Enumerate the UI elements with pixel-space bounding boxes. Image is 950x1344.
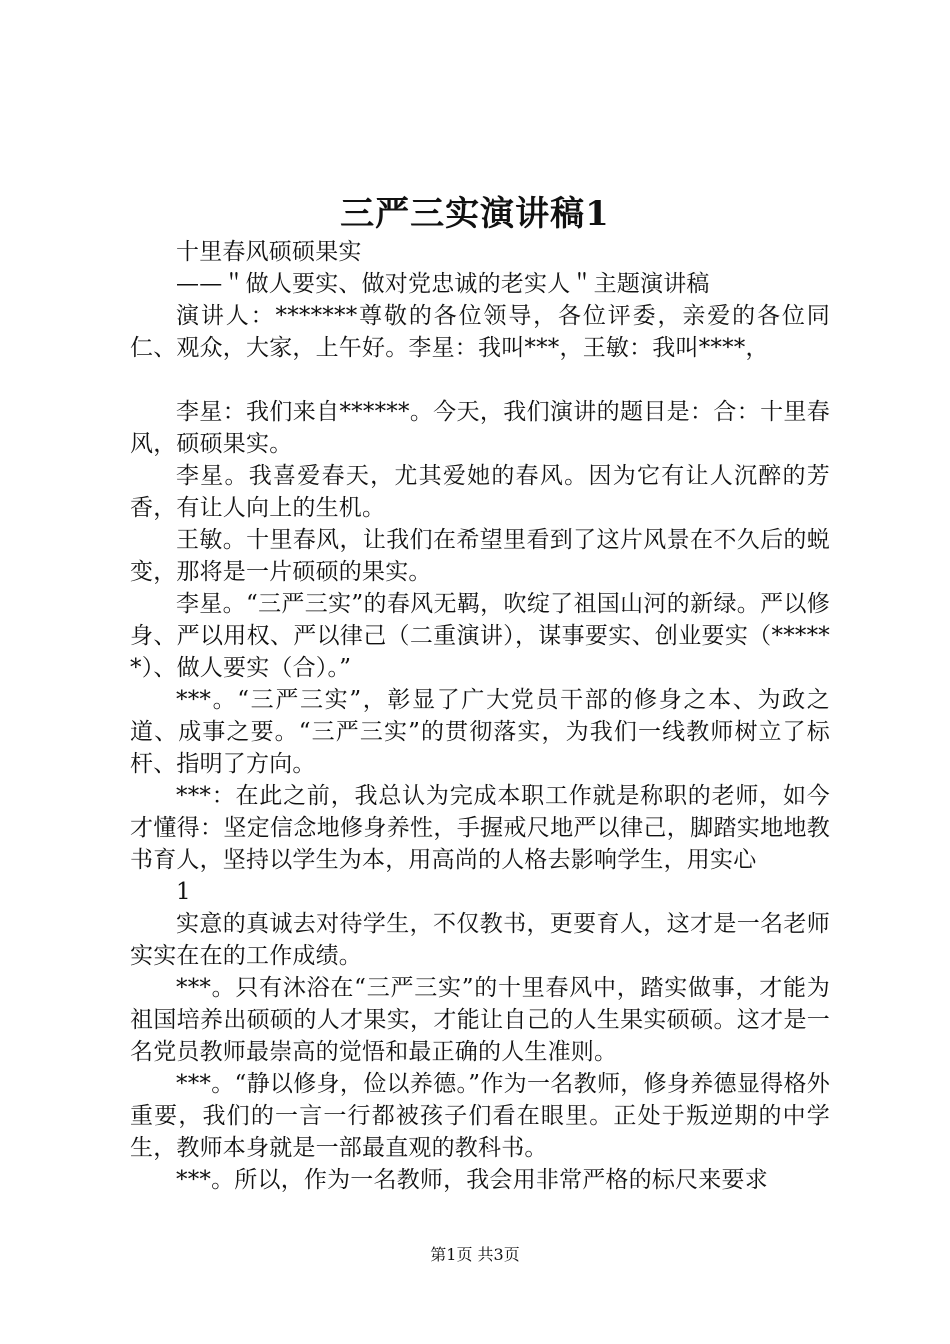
paragraph: 十里春风硕硕果实 xyxy=(176,239,362,265)
paragraph: 李星：我们来自******。今天，我们演讲的题目是：合：十里春风，硕硕果实。 xyxy=(130,399,830,457)
inline-page-number: 1 xyxy=(176,879,191,905)
paragraph: ——＂做人要实、做对党忠诚的老实人＂主题演讲稿 xyxy=(176,271,710,297)
paragraph: 实意的真诚去对待学生，不仅教书，更要育人，这才是一名老师实实在在的工作成绩。 xyxy=(130,911,830,969)
page-footer: 第1页 共3页 xyxy=(430,1245,520,1264)
document-body xyxy=(130,236,830,1196)
document-title: 三严三实演讲稿1 xyxy=(340,194,610,234)
paragraph: ***：在此之前，我总认为完成本职工作就是称职的老师，如今才懂得：坚定信念地修身养性，手握戒尺地严以律己，脚踏实地地教书育人，坚持以学生为本，用高尚的人格去影响学生，用实心 xyxy=(130,783,830,873)
paragraph: 李星。我喜爱春天，尤其爱她的春风。因为它有让人沉醉的芳香，有让人向上的生机。 xyxy=(130,463,830,521)
paragraph: ***。“静以修身，俭以养德。”作为一名教师，修身养德显得格外重要，我们的一言一行都被孩子们看在眼里。正处于叛逆期的中学生，教师本身就是一部最直观的教科书。 xyxy=(130,1071,830,1161)
paragraph: ***。“三严三实”，彰显了广大党员干部的修身之本、为政之道、成事之要。“三严三实”的贯彻落实，为我们一线教师树立了标杆、指明了方向。 xyxy=(130,687,830,777)
paragraph: 王敏。十里春风，让我们在希望里看到了这片风景在不久后的蜕变，那将是一片硕硕的果实。 xyxy=(130,527,830,585)
paragraph: ***。只有沐浴在“三严三实”的十里春风中，踏实做事，才能为祖国培养出硕硕的人才果实，才能让自己的人生果实硕硕。这才是一名党员教师最崇高的觉悟和最正确的人生准则。 xyxy=(130,975,830,1065)
paragraph: 演讲人：*******尊敬的各位领导，各位评委，亲爱的各位同仁、观众，大家，上午好。李星：我叫***，王敏：我叫****， xyxy=(130,303,830,361)
paragraph: ***。所以，作为一名教师，我会用非常严格的标尺来要求 xyxy=(176,1167,768,1193)
paragraph: 李星。“三严三实”的春风无羁，吹绽了祖国山河的新绿。严以修身、严以用权、严以律己（二重演讲），谋事要实、创业要实（******）、做人要实（合）。” xyxy=(130,591,830,681)
